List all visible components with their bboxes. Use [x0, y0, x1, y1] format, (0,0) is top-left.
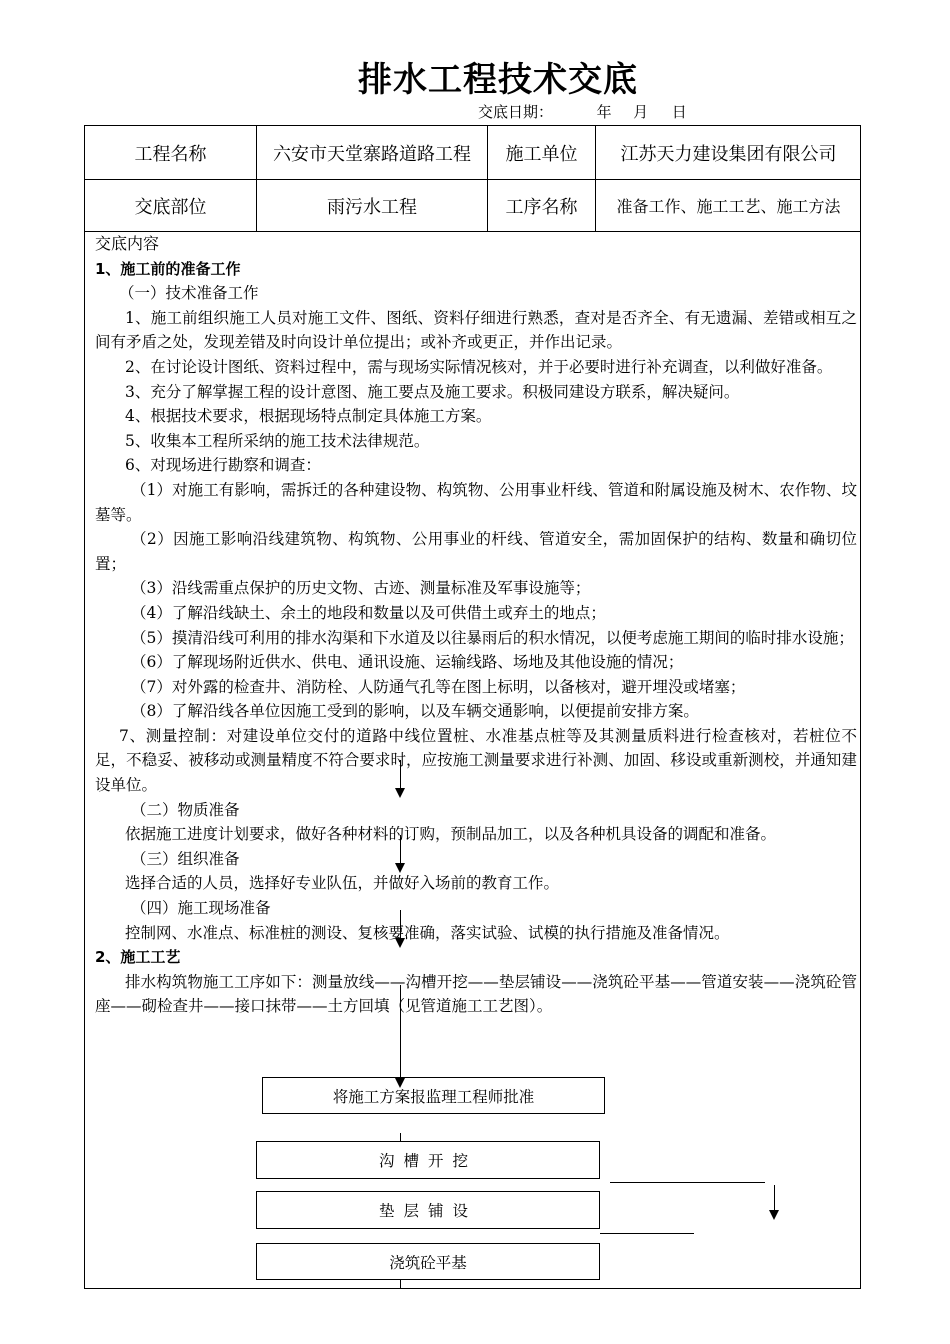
- part-label: 交底部位: [85, 180, 257, 231]
- flow-connector: [400, 985, 401, 1080]
- disclosure-date: [478, 101, 687, 122]
- subsection-heading: （一）技术准备工作: [119, 284, 259, 303]
- subsection-heading: （四）施工现场准备: [131, 899, 271, 918]
- flow-step-base-pour: 浇筑砼平基: [256, 1243, 600, 1280]
- arrow-down-icon: [395, 788, 405, 798]
- paragraph: 控制网、水准点、标准桩的测设、复核要准确，落实试验、试模的执行措施及准备情况。: [125, 923, 730, 942]
- paragraph: 排水构筑物施工工序如下：测量放线——沟槽开挖——垫层铺设——浇筑砼平基——管道安装——浇筑砼管座——砌检查井——接口抹带——土方回填（见管道施工工艺图）。: [95, 972, 857, 1016]
- arrow-down-icon: [395, 863, 405, 873]
- part-value: 雨污水工程: [257, 180, 488, 231]
- paragraph: 3、充分了解掌握工程的设计意图、施工要点及施工要求。积极同建设方联系，解决疑问。: [125, 382, 740, 401]
- subsection-heading: （三）组织准备: [131, 849, 240, 868]
- paragraph: 7、测量控制：对建设单位交付的道路中线位置桩、水准基点桩等及其测量质料进行检查核对，若桩位不足，不稳妥、被移动或测量精度不符合要求时，应按施工测量要求进行补测、加固、移设或重新测校，并通知建设单位。: [95, 726, 857, 795]
- list-item: （8）了解沿线各单位因施工受到的影响，以及车辆交通影响，以便提前安排方案。: [131, 702, 699, 721]
- flow-connector: [400, 1280, 401, 1288]
- process-value: 准备工作、施工工艺、施工方法: [616, 197, 841, 216]
- flow-connector: [400, 835, 401, 865]
- flow-connector: [400, 910, 401, 940]
- paragraph: 依据施工进度计划要求，做好各种材料的订购，预制品加工，以及各种机具设备的调配和准备。: [125, 825, 777, 844]
- paragraph: 2、在讨论设计图纸、资料过程中，需与现场实际情况核对，并于必要时进行补充调查，以利做好准备。: [125, 357, 833, 376]
- arrow-down-icon: [395, 938, 405, 948]
- list-item: （3）沿线需重点保护的历史文物、古迹、测量标准及军事设施等；: [131, 579, 591, 598]
- paragraph: 选择合适的人员，选择好专业队伍，并做好入场前的教育工作。: [125, 874, 560, 893]
- list-item: （2）因施工影响沿线建筑物、构筑物、公用事业的杆线、管道安全，需加固保护的结构、数量和确切位置；: [95, 530, 857, 573]
- flow-connector: [610, 1182, 765, 1183]
- flow-step-trench: 沟槽开挖: [256, 1141, 600, 1179]
- section-heading: 1、施工前的准备工作: [95, 259, 241, 278]
- flow-connector: [600, 1233, 694, 1234]
- project-label: 工程名称: [85, 126, 257, 179]
- list-item: （7）对外露的检查井、消防栓、人防通气孔等在图上标明，以备核对，避开埋没或堵塞；: [131, 677, 746, 696]
- document-title: 排水工程技术交底: [358, 60, 638, 100]
- paragraph: 6、对现场进行勘察和调查：: [125, 456, 321, 475]
- flow-connector: [400, 1133, 401, 1141]
- disclosure-content: [95, 232, 857, 1019]
- paragraph: 1、施工前组织施工人员对施工文件、图纸、资料仔细进行熟悉，查对是否齐全、有无遗漏、差错或相互之间有矛盾之处，发现差错及时向设计单位提出；或补齐或更正，并作出记录。: [95, 308, 857, 352]
- header-row-2: [85, 180, 860, 232]
- flow-connector: [400, 760, 401, 790]
- disclosure-form: [84, 125, 861, 1289]
- list-item: （5）摸清沿线可利用的排水沟渠和下水道及以往暴雨后的积水情况，以便考虑施工期间的临时排水设施；: [131, 628, 854, 647]
- date-year: 年: [596, 103, 612, 121]
- header-row-1: [85, 126, 860, 180]
- paragraph: 5、收集本工程所采纳的施工技术法律规范。: [125, 431, 430, 450]
- list-item: （1）对施工有影响，需拆迁的各种建设物、构筑物、公用事业杆线、管道和附属设施及树木、农作物、坟墓等。: [95, 480, 857, 524]
- list-item: （4）了解沿线缺土、余土的地段和数量以及可供借土或弃土的地点；: [131, 603, 606, 622]
- project-value: 六安市天堂寨路道路工程: [257, 126, 488, 179]
- flow-step-bedding: 垫层铺设: [256, 1191, 600, 1229]
- unit-label: 施工单位: [488, 126, 596, 179]
- content-heading: 交底内容: [95, 234, 160, 253]
- arrow-down-icon: [769, 1210, 779, 1220]
- section-heading: 2、施工工艺: [95, 948, 181, 967]
- date-label: 交底日期：: [478, 103, 554, 121]
- process-label: 工序名称: [488, 180, 596, 231]
- flow-step-approval: 将施工方案报监理工程师批准: [262, 1077, 605, 1114]
- unit-value: 江苏天力建设集团有限公司: [620, 143, 837, 165]
- flow-connector: [774, 1185, 775, 1211]
- date-month: 月: [633, 103, 649, 121]
- date-day: 日: [671, 103, 687, 121]
- subsection-heading: （二）物质准备: [131, 800, 240, 819]
- paragraph: 4、根据技术要求，根据现场特点制定具体施工方案。: [125, 407, 492, 426]
- list-item: （6）了解现场附近供水、供电、通讯设施、运输线路、场地及其他设施的情况；: [131, 653, 684, 672]
